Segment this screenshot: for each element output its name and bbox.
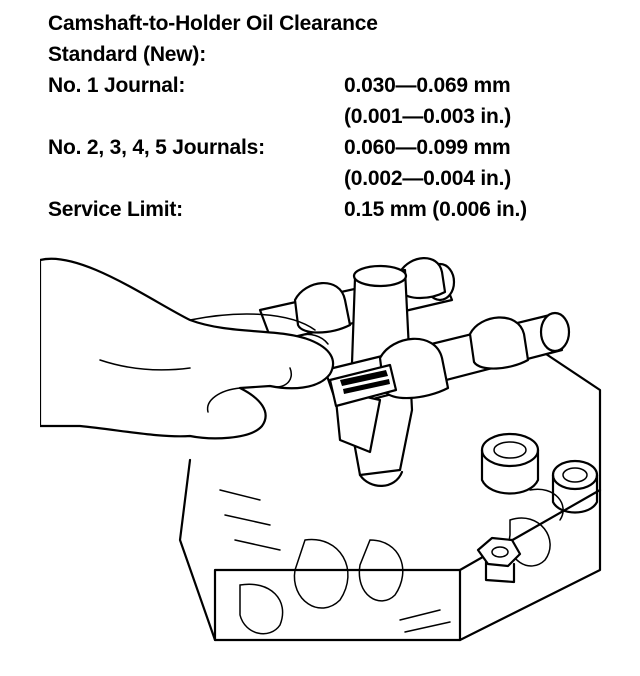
spec-row-value: 0.060—0.099 mm — [344, 136, 511, 159]
spec-row-value: 0.030—0.069 mm — [344, 74, 511, 97]
spec-row-journal-1 — [48, 70, 628, 101]
hand-holding-scale — [40, 259, 333, 439]
spec-row-label: No. 2, 3, 4, 5 Journals: — [48, 136, 265, 159]
spec-row-value: (0.001—0.003 in.) — [344, 105, 512, 128]
spec-row-value: 0.15 mm (0.006 in.) — [344, 198, 527, 221]
spec-row-service-limit — [48, 194, 628, 225]
spec-row-label: Service Limit: — [48, 198, 183, 221]
spec-subtitle: Standard (New): — [48, 43, 207, 66]
spec-title-line — [48, 8, 628, 39]
spec-row-journal-1-inches — [48, 101, 628, 132]
spec-title: Camshaft-to-Holder Oil Clearance — [48, 12, 378, 35]
head-bolt — [478, 538, 520, 582]
spec-row-label: No. 1 Journal: — [48, 74, 186, 97]
specification-block — [48, 8, 628, 225]
spec-subtitle-line — [48, 39, 628, 70]
camshaft-drawing — [40, 240, 620, 660]
spec-row-journals-2-5 — [48, 132, 628, 163]
spec-row-journals-2-5-inches — [48, 163, 628, 194]
spec-row-value: (0.002—0.004 in.) — [344, 167, 512, 190]
camshaft-illustration — [40, 240, 620, 660]
